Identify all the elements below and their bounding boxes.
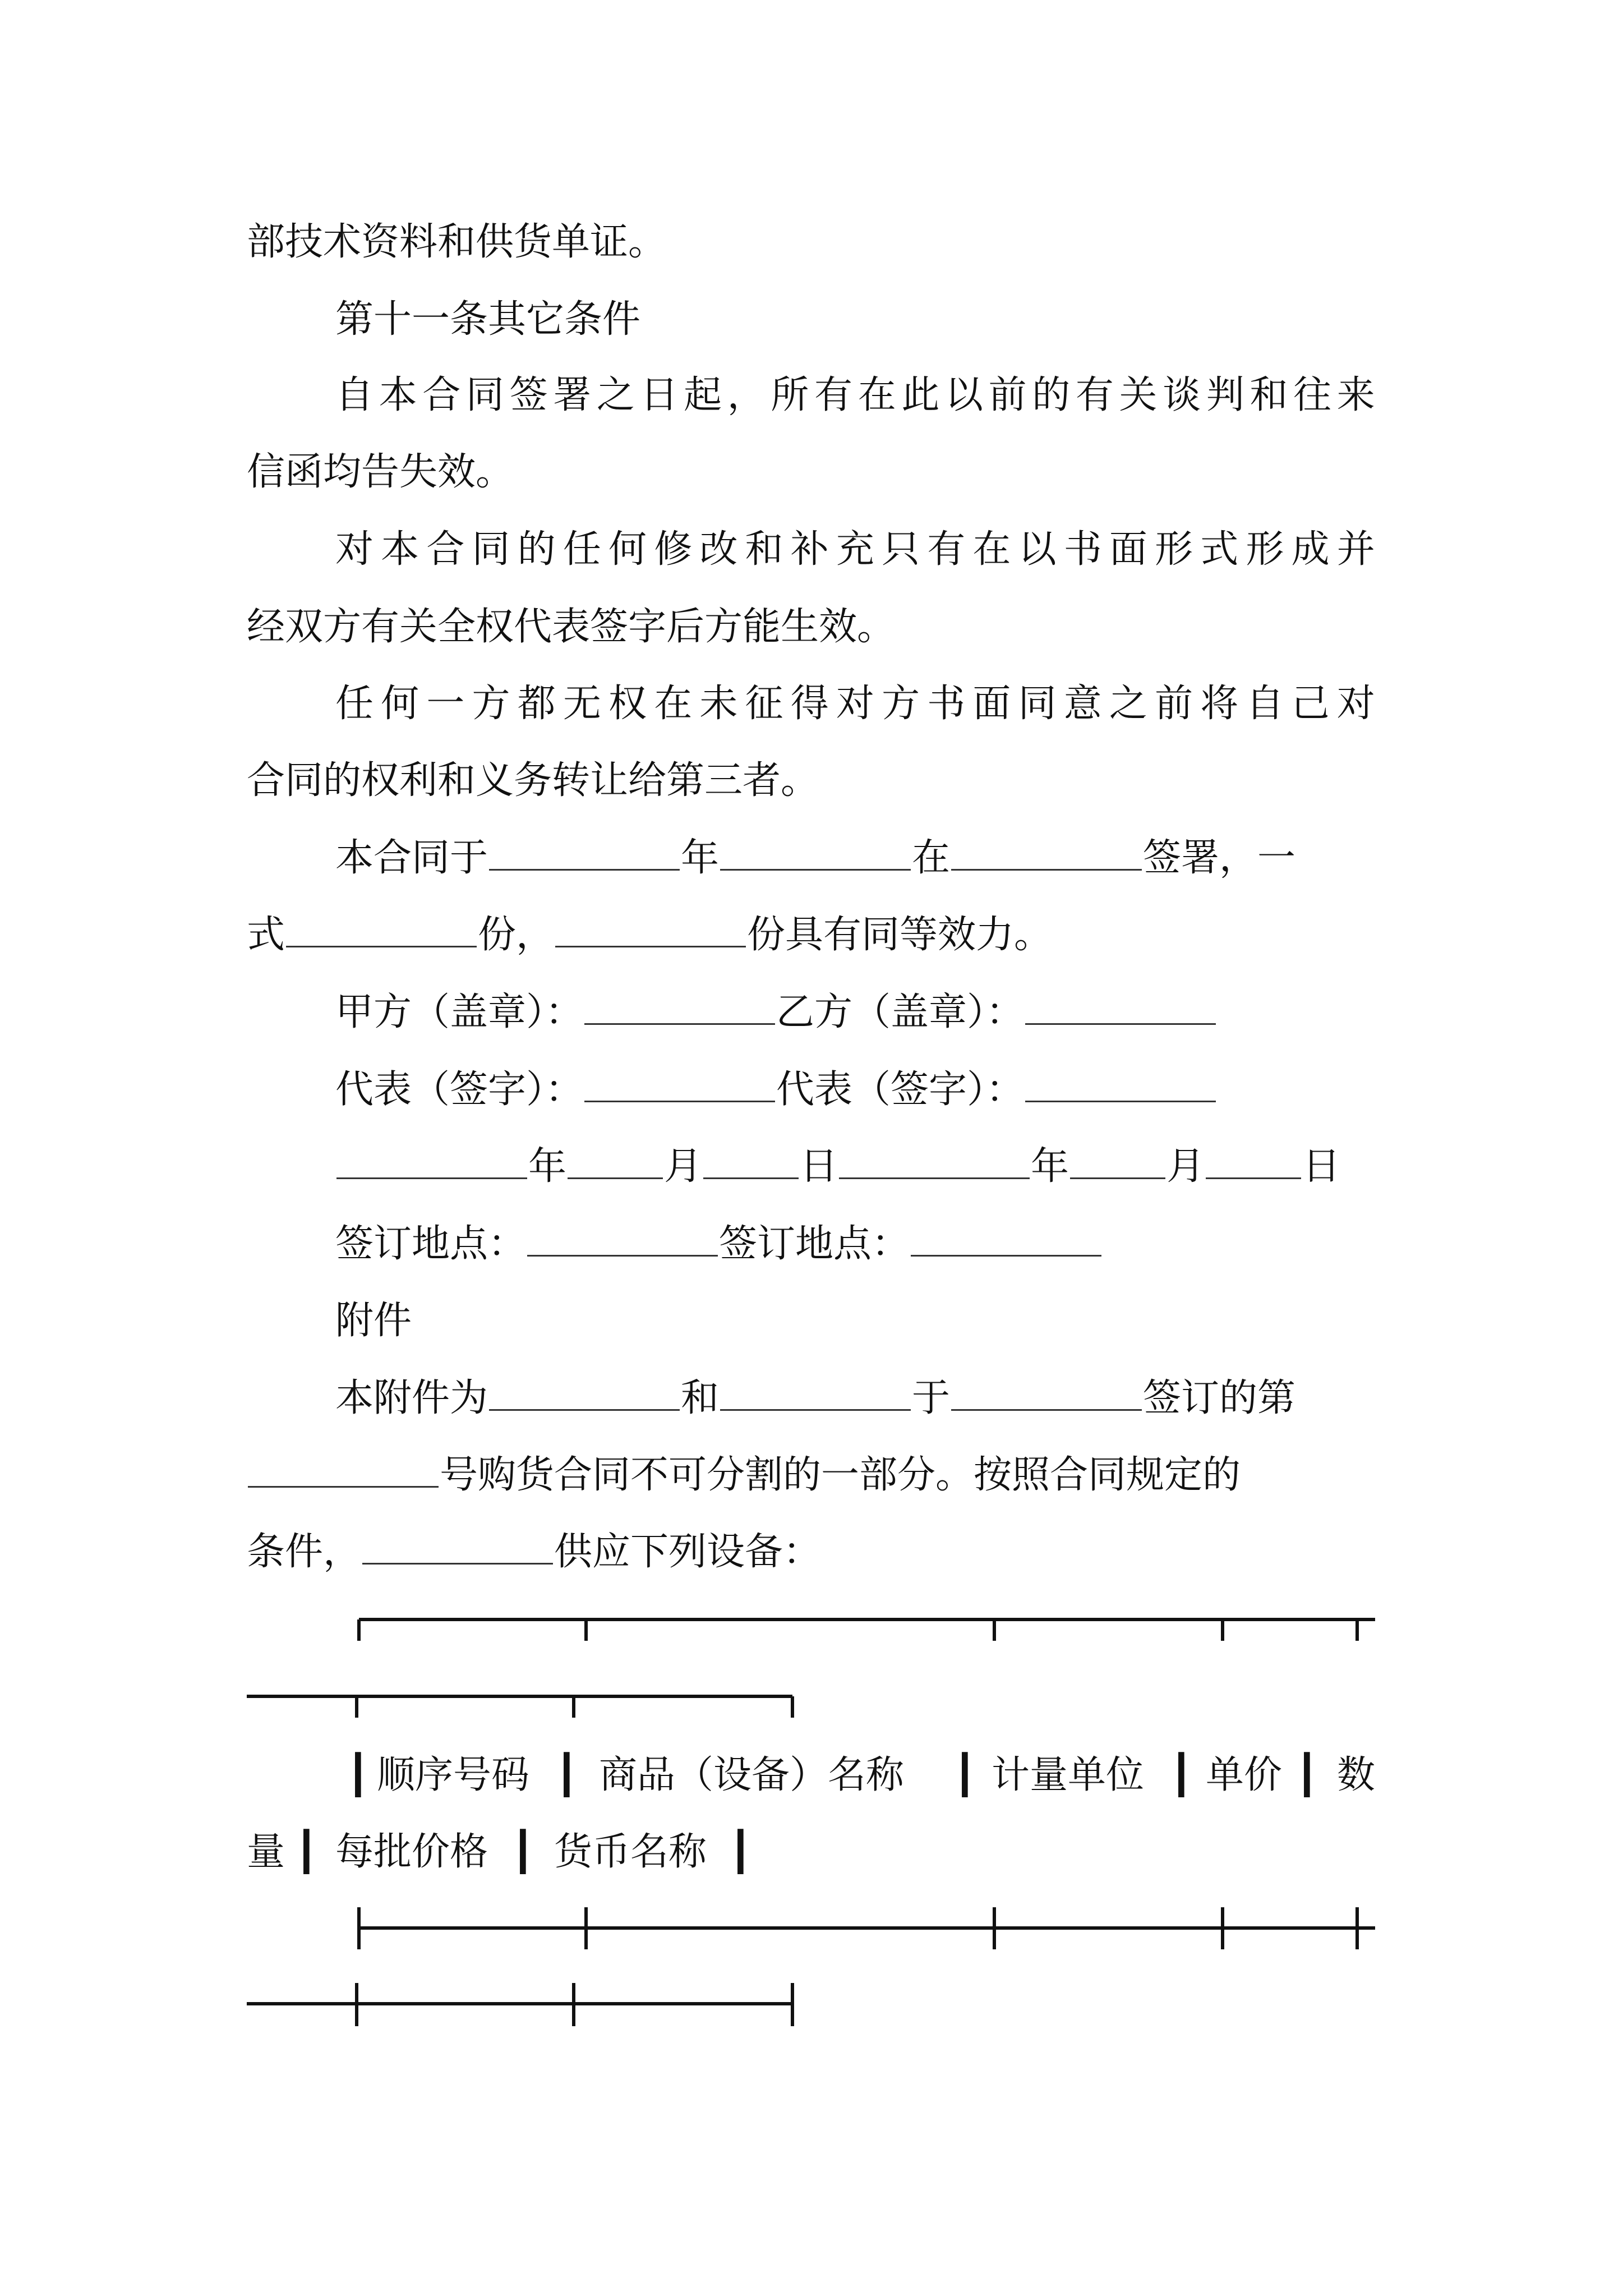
glyph: 有	[1075, 373, 1114, 417]
place-a-label: 签订地点：	[335, 1222, 527, 1266]
rep-b-label: 代表（签字）：	[776, 1068, 1025, 1112]
glyph: 对	[1336, 682, 1375, 726]
header-quantity-part-1: 数	[1337, 1753, 1376, 1797]
text-line-4: 信函均告失效。	[247, 450, 514, 494]
glyph: 成	[1291, 527, 1330, 572]
glyph: 在	[972, 527, 1011, 572]
glyph: 己	[1291, 682, 1330, 726]
date-a-year-label: 年	[528, 1144, 567, 1189]
appendix-title: 附件	[335, 1299, 412, 1343]
glyph: 任	[562, 527, 601, 572]
party-a-seal-label: 甲方（盖章）：	[335, 990, 584, 1034]
text-line-8: 合同的权利和义务转让给第三者。	[247, 758, 819, 803]
glyph: 此	[901, 373, 940, 417]
table-bar: ┃	[953, 1753, 976, 1797]
glyph: 本	[381, 527, 419, 572]
glyph: 签	[509, 373, 548, 417]
header-batch-price: 每批价格	[335, 1830, 488, 1874]
glyph: 自	[1246, 682, 1284, 726]
appendix-signed-label: 签订的第	[1143, 1376, 1296, 1420]
appendix-p3-prefix: 条件，	[247, 1530, 362, 1574]
text-line-6: 经双方有关全权代表签字后方能生效。	[247, 605, 896, 649]
table-bar: ┃	[295, 1830, 318, 1874]
appendix-and-label: 和	[681, 1376, 720, 1420]
header-unit: 计量单位	[992, 1753, 1145, 1797]
glyph: 来	[1336, 373, 1375, 417]
glyph: 同	[465, 373, 504, 417]
glyph: 都	[517, 682, 556, 726]
glyph: 将	[1200, 682, 1239, 726]
glyph: 对	[335, 527, 374, 572]
glyph: 所	[771, 373, 809, 417]
glyph: 的	[1032, 373, 1071, 417]
signing-signed-label: 签署，一	[1143, 836, 1296, 880]
glyph: 征	[745, 682, 783, 726]
glyph: 方	[882, 682, 920, 726]
glyph: 任	[335, 682, 374, 726]
table-bar: ┃	[1295, 1753, 1318, 1797]
signing-year-label: 年	[681, 836, 720, 880]
header-currency: 货币名称	[554, 1830, 707, 1874]
copies-suffix: 份具有同等效力。	[747, 913, 1053, 957]
glyph: 并	[1336, 527, 1375, 572]
glyph: 充	[836, 527, 874, 572]
glyph: 前	[1155, 682, 1193, 726]
glyph: 有	[814, 373, 853, 417]
glyph: 权	[608, 682, 647, 726]
glyph: 判	[1206, 373, 1244, 417]
copies-prefix: 式	[247, 913, 285, 957]
glyph: 未	[699, 682, 738, 726]
glyph: 一	[426, 682, 465, 726]
glyph: 书	[927, 682, 966, 726]
glyph: 前	[988, 373, 1027, 417]
glyph: 在	[857, 373, 896, 417]
glyph: 之	[1109, 682, 1147, 726]
glyph: 日	[640, 373, 679, 417]
signing-at-label: 在	[912, 836, 951, 880]
glyph: 和	[1249, 373, 1288, 417]
glyph: 形	[1246, 527, 1284, 572]
glyph: 书	[1063, 527, 1102, 572]
date-a-month-label: 月	[664, 1144, 703, 1189]
appendix-p1-prefix: 本附件为	[335, 1376, 488, 1420]
text-line-1: 部技术资料和供货单证。	[247, 220, 667, 264]
header-sequence-number: 顺序号码	[377, 1753, 530, 1797]
date-b-year-label: 年	[1031, 1144, 1069, 1189]
glyph: 署	[553, 373, 592, 417]
place-b-label: 签订地点：	[719, 1222, 910, 1266]
glyph: 得	[790, 682, 829, 726]
glyph: 同	[1018, 682, 1057, 726]
date-b-day-label: 日	[1302, 1144, 1341, 1189]
glyph: 以	[944, 373, 983, 417]
header-product-name: 商品（设备）名称	[599, 1753, 905, 1797]
glyph: 本	[379, 373, 417, 417]
glyph: ，	[727, 373, 766, 417]
glyph: 同	[472, 527, 510, 572]
glyph: 方	[472, 682, 510, 726]
table-bar: ┃	[555, 1753, 578, 1797]
date-a-day-label: 日	[800, 1144, 838, 1189]
glyph: 起	[684, 373, 722, 417]
glyph: 往	[1293, 373, 1332, 417]
glyph: 式	[1200, 527, 1239, 572]
glyph: 合	[422, 373, 461, 417]
date-b-month-label: 月	[1166, 1144, 1205, 1189]
appendix-p2-suffix: 号购货合同不可分割的一部分。按照合同规定的	[440, 1453, 1241, 1497]
appendix-p3-suffix: 供应下列设备：	[554, 1530, 822, 1574]
glyph: 自	[335, 373, 374, 417]
glyph: 形	[1155, 527, 1193, 572]
table-bar: ┃	[1170, 1753, 1193, 1797]
signing-prefix: 本合同于	[335, 836, 488, 880]
glyph: 以	[1018, 527, 1057, 572]
header-unit-price: 单价	[1206, 1753, 1283, 1797]
glyph: 之	[596, 373, 635, 417]
glyph: 的	[517, 527, 556, 572]
header-quantity-part-2: 量	[247, 1830, 285, 1874]
glyph: 何	[608, 527, 647, 572]
article-11-heading: 第十一条其它条件	[335, 297, 641, 342]
glyph: 无	[562, 682, 601, 726]
glyph: 有	[927, 527, 966, 572]
glyph: 何	[381, 682, 419, 726]
glyph: 和	[745, 527, 783, 572]
glyph: 只	[882, 527, 920, 572]
glyph: 面	[972, 682, 1011, 726]
glyph: 改	[699, 527, 738, 572]
party-b-seal-label: 乙方（盖章）：	[776, 990, 1025, 1034]
glyph: 修	[654, 527, 693, 572]
rep-a-label: 代表（签字）：	[335, 1068, 584, 1112]
table-bar: ┃	[347, 1753, 370, 1797]
glyph: 谈	[1163, 373, 1201, 417]
table-bar: ┃	[511, 1830, 534, 1874]
copies-unit: 份，	[478, 913, 555, 957]
glyph: 补	[790, 527, 829, 572]
glyph: 对	[836, 682, 874, 726]
glyph: 关	[1119, 373, 1158, 417]
glyph: 在	[654, 682, 693, 726]
glyph: 合	[426, 527, 465, 572]
glyph: 意	[1063, 682, 1102, 726]
appendix-at-label: 于	[912, 1376, 951, 1420]
glyph: 面	[1109, 527, 1147, 572]
table-bar: ┃	[729, 1830, 752, 1874]
